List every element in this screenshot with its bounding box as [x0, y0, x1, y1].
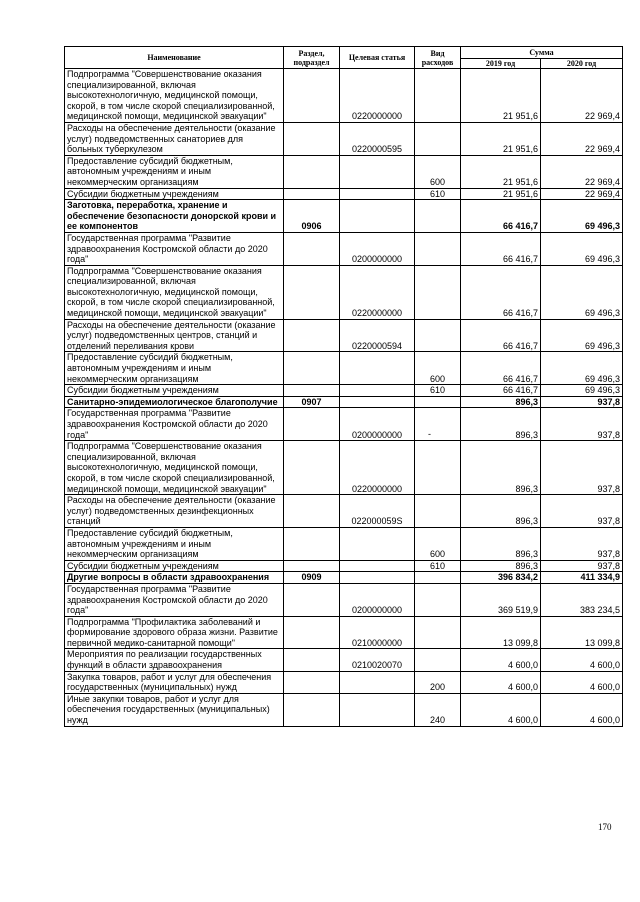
table-row	[65, 441, 623, 495]
row-value-2020: 4 600,0	[541, 693, 623, 726]
row-section	[284, 155, 340, 188]
table-row	[65, 69, 623, 123]
row-value-2020: 69 496,3	[541, 352, 623, 385]
row-value-2019: 4 600,0	[461, 671, 541, 693]
row-section	[284, 671, 340, 693]
row-name: Субсидии бюджетным учреждениям	[65, 188, 284, 200]
row-kind	[415, 408, 461, 441]
row-section	[284, 560, 340, 572]
row-section	[284, 408, 340, 441]
header-name: Наименование	[65, 47, 284, 69]
budget-table	[64, 46, 623, 727]
row-kind	[415, 583, 461, 616]
row-value-2020: 22 969,4	[541, 155, 623, 188]
row-target: 0200000000	[340, 408, 415, 441]
row-value-2019: 21 951,6	[461, 69, 541, 123]
row-target	[340, 200, 415, 233]
row-section	[284, 352, 340, 385]
row-target	[340, 352, 415, 385]
row-value-2020: 22 969,4	[541, 69, 623, 123]
row-value-2019: 896,3	[461, 527, 541, 560]
document-page	[64, 46, 622, 727]
row-value-2019: 21 951,6	[461, 188, 541, 200]
row-section	[284, 122, 340, 155]
row-section	[284, 69, 340, 123]
row-target: 0200000000	[340, 232, 415, 265]
table-row	[65, 616, 623, 649]
table-row	[65, 495, 623, 528]
row-value-2020: 937,8	[541, 495, 623, 528]
row-value-2019: 66 416,7	[461, 319, 541, 352]
row-section	[284, 265, 340, 319]
row-section	[284, 188, 340, 200]
row-target: 022000059S	[340, 495, 415, 528]
header-year-2019: 2019 год	[461, 59, 541, 69]
table-row	[65, 188, 623, 200]
row-value-2020: 4 600,0	[541, 671, 623, 693]
row-target	[340, 560, 415, 572]
row-target	[340, 671, 415, 693]
row-value-2020: 69 496,3	[541, 265, 623, 319]
row-section: 0907	[284, 396, 340, 408]
row-kind	[415, 572, 461, 584]
row-name: Государственная программа "Развитие здравоохранения Костромской области до 2020 года"	[65, 232, 284, 265]
row-value-2019: 896,3	[461, 441, 541, 495]
row-target	[340, 188, 415, 200]
row-section: 0906	[284, 200, 340, 233]
row-kind	[415, 69, 461, 123]
row-kind	[415, 232, 461, 265]
row-kind	[415, 265, 461, 319]
row-section	[284, 441, 340, 495]
row-target	[340, 385, 415, 397]
row-name: Расходы на обеспечение деятельности (оказание услуг) подведомственных санаториев для больных туберкулезом	[65, 122, 284, 155]
page-number: 170	[598, 822, 612, 832]
row-value-2019: 4 600,0	[461, 649, 541, 671]
header-year-2020: 2020 год	[541, 59, 623, 69]
row-target: 0210000000	[340, 616, 415, 649]
row-section	[284, 232, 340, 265]
row-name: Государственная программа "Развитие здравоохранения Костромской области до 2020 года"	[65, 408, 284, 441]
row-name: Субсидии бюджетным учреждениям	[65, 560, 284, 572]
row-value-2020: 937,8	[541, 527, 623, 560]
row-kind: 610	[415, 560, 461, 572]
row-value-2020: 69 496,3	[541, 232, 623, 265]
table-row	[65, 155, 623, 188]
row-value-2020: 937,8	[541, 441, 623, 495]
row-name: Государственная программа "Развитие здравоохранения Костромской области до 2020 года"	[65, 583, 284, 616]
row-section	[284, 616, 340, 649]
row-target: 0220000000	[340, 441, 415, 495]
row-target: 0220000000	[340, 265, 415, 319]
table-row	[65, 560, 623, 572]
row-value-2019: 21 951,6	[461, 155, 541, 188]
table-row	[65, 649, 623, 671]
row-value-2020: 4 600,0	[541, 649, 623, 671]
row-kind	[415, 200, 461, 233]
row-kind: 610	[415, 188, 461, 200]
row-name: Мероприятия по реализации государственных функций в области здравоохранения	[65, 649, 284, 671]
header-section: Раздел, подраздел	[284, 47, 340, 69]
row-name: Расходы на обеспечение деятельности (оказание услуг) подведомственных центров, станций и отделений переливания крови	[65, 319, 284, 352]
row-name: Санитарно-эпидемиологическое благополучие	[65, 396, 284, 408]
row-kind	[415, 649, 461, 671]
table-row	[65, 572, 623, 584]
row-value-2020: 69 496,3	[541, 319, 623, 352]
row-kind	[415, 319, 461, 352]
row-value-2019: 896,3	[461, 560, 541, 572]
table-row	[65, 265, 623, 319]
row-name: Иные закупки товаров, работ и услуг для обеспечения государственных (муниципальных) нужд	[65, 693, 284, 726]
row-value-2019: 896,3	[461, 495, 541, 528]
row-value-2020: 937,8	[541, 408, 623, 441]
header-target: Целевая статья	[340, 47, 415, 69]
row-target: 0210020070	[340, 649, 415, 671]
row-target: 0220000000	[340, 69, 415, 123]
row-value-2020: 383 234,5	[541, 583, 623, 616]
row-value-2020: 937,8	[541, 396, 623, 408]
table-row	[65, 671, 623, 693]
row-name: Подпрограмма "Совершенствование оказания специализированной, включая высокотехнологичную, медицинской помощи, скорой, в том числе скорой специализированной, медицинской помощи, медицинской эвакуации"	[65, 441, 284, 495]
row-name: Заготовка, переработка, хранение и обеспечение безопасности донорской крови и ее компонентов	[65, 200, 284, 233]
row-kind	[415, 441, 461, 495]
table-row	[65, 385, 623, 397]
row-value-2019: 66 416,7	[461, 265, 541, 319]
row-value-2020: 69 496,3	[541, 385, 623, 397]
row-value-2019: 13 099,8	[461, 616, 541, 649]
row-name: Другие вопросы в области здравоохранения	[65, 572, 284, 584]
row-kind: 200	[415, 671, 461, 693]
header-kind: Вид расходов	[415, 47, 461, 69]
row-value-2019: 66 416,7	[461, 232, 541, 265]
row-name: Подпрограмма "Профилактика заболеваний и формирование здорового образа жизни. Развитие первичной медико-санитарной помощи"	[65, 616, 284, 649]
row-target: 0220000594	[340, 319, 415, 352]
row-section	[284, 319, 340, 352]
dash-mark: -	[428, 429, 431, 439]
row-value-2019: 896,3	[461, 408, 541, 441]
row-value-2019: 66 416,7	[461, 352, 541, 385]
row-target: 0200000000	[340, 583, 415, 616]
row-kind	[415, 122, 461, 155]
table-row	[65, 352, 623, 385]
row-target	[340, 693, 415, 726]
table-row	[65, 232, 623, 265]
row-value-2020: 22 969,4	[541, 122, 623, 155]
row-value-2020: 411 334,9	[541, 572, 623, 584]
table-row	[65, 200, 623, 233]
row-kind	[415, 495, 461, 528]
row-kind	[415, 616, 461, 649]
row-name: Подпрограмма "Совершенствование оказания специализированной, включая высокотехнологичную, медицинской помощи, скорой, в том числе скорой специализированной, медицинской помощи, медицинской эвакуации"	[65, 265, 284, 319]
row-value-2019: 896,3	[461, 396, 541, 408]
row-target	[340, 396, 415, 408]
row-value-2020: 69 496,3	[541, 200, 623, 233]
row-kind: 600	[415, 527, 461, 560]
table-row	[65, 122, 623, 155]
row-value-2019: 21 951,6	[461, 122, 541, 155]
row-name: Предоставление субсидий бюджетным, автономным учреждениям и иным некоммерческим организациям	[65, 155, 284, 188]
row-target: 0220000595	[340, 122, 415, 155]
row-value-2019: 369 519,9	[461, 583, 541, 616]
row-target	[340, 572, 415, 584]
row-name: Субсидии бюджетным учреждениям	[65, 385, 284, 397]
row-kind: 600	[415, 352, 461, 385]
row-section	[284, 693, 340, 726]
row-target	[340, 527, 415, 560]
row-section	[284, 385, 340, 397]
table-row	[65, 319, 623, 352]
row-value-2019: 396 834,2	[461, 572, 541, 584]
header-sum: Сумма	[461, 47, 623, 59]
row-section	[284, 527, 340, 560]
row-kind: 610	[415, 385, 461, 397]
row-section	[284, 649, 340, 671]
row-value-2019: 66 416,7	[461, 385, 541, 397]
row-name: Предоставление субсидий бюджетным, автономным учреждениям и иным некоммерческим организациям	[65, 527, 284, 560]
row-name: Предоставление субсидий бюджетным, автономным учреждениям и иным некоммерческим организациям	[65, 352, 284, 385]
row-target	[340, 155, 415, 188]
table-row	[65, 527, 623, 560]
table-row	[65, 396, 623, 408]
row-value-2019: 4 600,0	[461, 693, 541, 726]
row-name: Закупка товаров, работ и услуг для обеспечения государственных (муниципальных) нужд	[65, 671, 284, 693]
row-section	[284, 583, 340, 616]
row-kind: 240	[415, 693, 461, 726]
row-value-2020: 13 099,8	[541, 616, 623, 649]
row-kind	[415, 396, 461, 408]
row-kind: 600	[415, 155, 461, 188]
table-row	[65, 408, 623, 441]
row-section	[284, 495, 340, 528]
row-name: Подпрограмма "Совершенствование оказания специализированной, включая высокотехнологичную, медицинской помощи, скорой, в том числе скорой специализированной, медицинской помощи, медицинской эвакуации"	[65, 69, 284, 123]
row-value-2020: 937,8	[541, 560, 623, 572]
row-value-2019: 66 416,7	[461, 200, 541, 233]
row-name: Расходы на обеспечение деятельности (оказание услуг) подведомственных дезинфекционных станций	[65, 495, 284, 528]
table-row	[65, 583, 623, 616]
row-value-2020: 22 969,4	[541, 188, 623, 200]
table-row	[65, 693, 623, 726]
row-section: 0909	[284, 572, 340, 584]
